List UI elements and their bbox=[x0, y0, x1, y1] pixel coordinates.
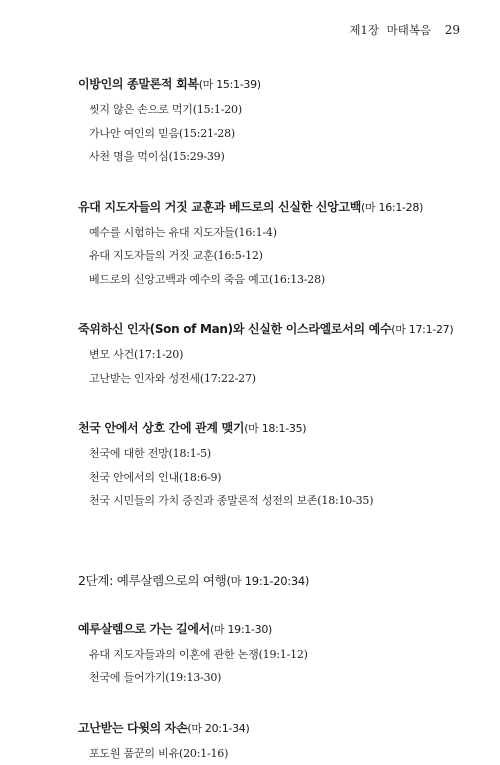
toc-section bbox=[78, 319, 468, 390]
section-title: 천국 안에서 상호 간에 관계 맺기 bbox=[78, 421, 244, 435]
running-head-book: 마태복음 bbox=[387, 23, 431, 37]
section-heading bbox=[78, 319, 468, 340]
toc-item: 유대 지도자들의 거짓 교훈(16:5-12) bbox=[78, 244, 468, 268]
running-head bbox=[349, 22, 460, 38]
page-number: 29 bbox=[445, 23, 460, 37]
running-head-chapter: 제1장 bbox=[349, 23, 379, 37]
section-reference: (마 17:1-27) bbox=[391, 323, 453, 336]
toc-item: 천국에 대한 전망(18:1-5) bbox=[78, 442, 468, 466]
section-title: 유대 지도자들의 거짓 교훈과 베드로의 신실한 신앙고백 bbox=[78, 200, 361, 214]
section-title: 고난받는 다윗의 자손 bbox=[78, 721, 187, 735]
stage-reference: (마 19:1-20:34) bbox=[226, 574, 309, 588]
toc-section bbox=[78, 418, 468, 513]
toc-item: 베드로의 신앙고백과 예수의 죽음 예고(16:13-28) bbox=[78, 268, 468, 292]
section-heading bbox=[78, 619, 468, 640]
stage-title: 2단계: 예루살렘으로의 여행 bbox=[78, 573, 226, 588]
toc-item: 가나안 여인의 믿음(15:21-28) bbox=[78, 122, 468, 146]
section-title: 이방인의 종말론적 회복 bbox=[78, 77, 199, 91]
table-of-contents bbox=[78, 74, 468, 765]
toc-item: 천국 시민들의 가치 증진과 종말론적 성전의 보존(18:10-35) bbox=[78, 489, 468, 513]
toc-item: 고난받는 인자와 성전세(17:22-27) bbox=[78, 367, 468, 391]
section-title: 죽위하신 인자(Son of Man)와 신실한 이스라엘로서의 예수 bbox=[78, 322, 391, 336]
section-reference: (마 19:1-30) bbox=[210, 623, 272, 636]
toc-section bbox=[78, 74, 468, 169]
toc-item: 변모 사건(17:1-20) bbox=[78, 343, 468, 367]
toc-item: 천국에 들어가기(19:13-30) bbox=[78, 666, 468, 690]
toc-section bbox=[78, 619, 468, 690]
toc-item: 씻지 않은 손으로 먹기(15:1-20) bbox=[78, 98, 468, 122]
toc-item: 포도원 품꾼의 비유(20:1-16) bbox=[78, 742, 468, 765]
section-reference: (마 20:1-34) bbox=[187, 722, 249, 735]
toc-item: 사천 명을 먹이심(15:29-39) bbox=[78, 145, 468, 169]
section-heading bbox=[78, 718, 468, 739]
section-title: 예루살렘으로 가는 길에서 bbox=[78, 622, 210, 636]
toc-section bbox=[78, 197, 468, 292]
section-heading bbox=[78, 74, 468, 95]
section-heading bbox=[78, 418, 468, 439]
toc-item: 천국 안에서의 인내(18:6-9) bbox=[78, 466, 468, 490]
toc-item: 예수를 시험하는 유대 지도자들(16:1-4) bbox=[78, 221, 468, 245]
stage-heading bbox=[78, 571, 468, 591]
toc-item: 유대 지도자들과의 이혼에 관한 논쟁(19:1-12) bbox=[78, 643, 468, 667]
section-heading bbox=[78, 197, 468, 218]
section-reference: (마 18:1-35) bbox=[244, 422, 306, 435]
section-reference: (마 15:1-39) bbox=[199, 78, 261, 91]
section-reference: (마 16:1-28) bbox=[361, 201, 423, 214]
